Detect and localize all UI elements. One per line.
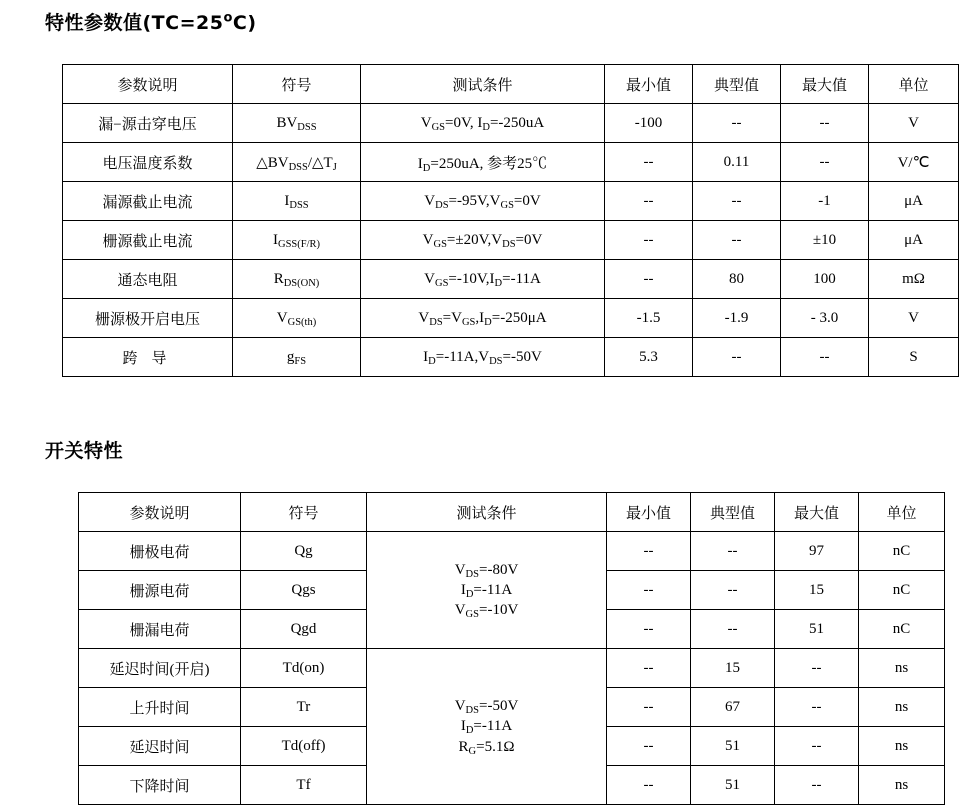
cell-max: -- (775, 649, 859, 688)
cell-max: 97 (775, 532, 859, 571)
table-row (63, 143, 959, 182)
cell-test-condition: $V_{DS}=V_{GS},I_D=-250\mu A$ (361, 299, 605, 338)
cell-typ: -- (693, 221, 781, 260)
cell-symbol: Tf (241, 766, 367, 805)
cell-max: -- (775, 688, 859, 727)
cell-symbol: $g_{FS}$ (233, 338, 361, 377)
table-row (63, 260, 959, 299)
cell-symbol: Td(off) (241, 727, 367, 766)
cell-unit: ns (859, 649, 945, 688)
cell-max: -- (781, 143, 869, 182)
cell-min: -1.5 (605, 299, 693, 338)
cell-typ: 0.11 (693, 143, 781, 182)
cell-min: 5.3 (605, 338, 693, 377)
table-header-row (63, 65, 959, 104)
section-title-characteristics-sup: o (223, 10, 233, 26)
cell-max: - 3.0 (781, 299, 869, 338)
cell-unit: S (869, 338, 959, 377)
switching-table-body (79, 532, 945, 805)
column-header-symbol: 符号 (233, 65, 361, 104)
cell-max: -1 (781, 182, 869, 221)
cell-unit: nC (859, 532, 945, 571)
cell-min: -- (607, 649, 691, 688)
cell-test-condition: $V_{DS}=-50V$ $I_D=-11A$ $R_G=5.1\Omega$ (367, 649, 607, 805)
cell-unit: nC (859, 571, 945, 610)
table-row (63, 338, 959, 377)
column-header-unit: 单位 (859, 493, 945, 532)
cell-max: ±10 (781, 221, 869, 260)
cell-symbol: Qgd (241, 610, 367, 649)
column-header-min: 最小值 (607, 493, 691, 532)
cell-description: 下降时间 (79, 766, 241, 805)
column-header-max: 最大值 (781, 65, 869, 104)
section-title-switching: 开关特性 (45, 440, 124, 462)
column-header-conditions: 测试条件 (367, 493, 607, 532)
cell-min: -- (607, 532, 691, 571)
column-header-desc: 参数说明 (63, 65, 233, 104)
cell-test-condition: $V_{DS}=-95V,V_{GS}=0V$ (361, 182, 605, 221)
cell-min: -- (605, 221, 693, 260)
cell-test-condition: $I_D=250uA$, 参考25℃ (361, 143, 605, 182)
cell-unit: V (869, 299, 959, 338)
cell-typ: 51 (691, 727, 775, 766)
characteristics-table-body (63, 104, 959, 377)
column-header-unit: 单位 (869, 65, 959, 104)
characteristics-table (62, 64, 959, 377)
cell-symbol: $BV_{DSS}$ (233, 104, 361, 143)
table-row (79, 649, 945, 688)
cell-typ: -- (691, 610, 775, 649)
cell-max: 51 (775, 610, 859, 649)
cell-description: 漏源截止电流 (63, 182, 233, 221)
cell-typ: -1.9 (693, 299, 781, 338)
cell-symbol: Tr (241, 688, 367, 727)
cell-unit: μA (869, 221, 959, 260)
column-header-desc: 参数说明 (79, 493, 241, 532)
cell-typ: 67 (691, 688, 775, 727)
column-header-min: 最小值 (605, 65, 693, 104)
cell-description: 栅源极开启电压 (63, 299, 233, 338)
cell-unit: ns (859, 727, 945, 766)
column-header-typ: 典型值 (693, 65, 781, 104)
section-title-characteristics (45, 8, 257, 35)
cell-symbol: Qgs (241, 571, 367, 610)
cell-description: 栅极电荷 (79, 532, 241, 571)
cell-max: 15 (775, 571, 859, 610)
cell-symbol: $I_{DSS}$ (233, 182, 361, 221)
cell-description: 上升时间 (79, 688, 241, 727)
cell-description: 跨导 (63, 338, 233, 377)
table-row (63, 221, 959, 260)
table-row (63, 299, 959, 338)
cell-test-condition: $V_{DS}=-80V$ $I_D=-11A$ $V_{GS}=-10V$ (367, 532, 607, 649)
cell-symbol: Td(on) (241, 649, 367, 688)
cell-unit: mΩ (869, 260, 959, 299)
cell-test-condition: $V_{GS}=0V$, $I_D=-250uA$ (361, 104, 605, 143)
cell-description: 漏−源击穿电压 (63, 104, 233, 143)
cell-min: -- (607, 610, 691, 649)
cell-symbol: $V_{GS(th)}$ (233, 299, 361, 338)
cell-min: -- (605, 143, 693, 182)
cell-min: -- (607, 727, 691, 766)
cell-unit: V (869, 104, 959, 143)
cell-typ: -- (693, 104, 781, 143)
cell-max: 100 (781, 260, 869, 299)
cell-description: 栅漏电荷 (79, 610, 241, 649)
cell-symbol: Qg (241, 532, 367, 571)
cell-description: 栅源截止电流 (63, 221, 233, 260)
cell-symbol: $I_{GSS(F/R)}$ (233, 221, 361, 260)
cell-description: 延迟时间 (79, 727, 241, 766)
cell-symbol: $\triangle BV_{DSS}/\triangle T_J$ (233, 143, 361, 182)
cell-description: 通态电阻 (63, 260, 233, 299)
cell-min: -- (607, 766, 691, 805)
column-header-conditions: 测试条件 (361, 65, 605, 104)
cell-typ: -- (691, 532, 775, 571)
cell-test-condition: $I_D=-11A,V_{DS}=-50V$ (361, 338, 605, 377)
cell-min: -100 (605, 104, 693, 143)
cell-typ: 51 (691, 766, 775, 805)
column-header-symbol: 符号 (241, 493, 367, 532)
table-row (79, 532, 945, 571)
cell-typ: 15 (691, 649, 775, 688)
cell-typ: -- (693, 182, 781, 221)
cell-test-condition: $V_{GS}=\pm 20V,V_{DS}=0V$ (361, 221, 605, 260)
cell-min: -- (605, 260, 693, 299)
cell-max: -- (775, 727, 859, 766)
cell-unit: ns (859, 688, 945, 727)
cell-description: 电压温度系数 (63, 143, 233, 182)
table-header-row (79, 493, 945, 532)
column-header-typ: 典型值 (691, 493, 775, 532)
table-row (63, 104, 959, 143)
cell-symbol: $R_{DS(ON)}$ (233, 260, 361, 299)
section-title-characteristics-tail: C) (232, 12, 257, 34)
cell-min: -- (607, 571, 691, 610)
cell-description: 栅源电荷 (79, 571, 241, 610)
cell-unit: μA (869, 182, 959, 221)
cell-test-condition: $V_{GS}=-10V,I_D=-11A$ (361, 260, 605, 299)
section-title-characteristics-main: 特性参数值(TC=25 (45, 12, 224, 34)
cell-min: -- (607, 688, 691, 727)
cell-typ: -- (693, 338, 781, 377)
table-row (63, 182, 959, 221)
cell-unit: nC (859, 610, 945, 649)
column-header-max: 最大值 (775, 493, 859, 532)
cell-description: 延迟时间(开启) (79, 649, 241, 688)
switching-table (78, 492, 945, 805)
cell-max: -- (775, 766, 859, 805)
cell-typ: -- (691, 571, 775, 610)
cell-unit: V/℃ (869, 143, 959, 182)
cell-typ: 80 (693, 260, 781, 299)
cell-unit: ns (859, 766, 945, 805)
cell-max: -- (781, 338, 869, 377)
cell-max: -- (781, 104, 869, 143)
cell-min: -- (605, 182, 693, 221)
